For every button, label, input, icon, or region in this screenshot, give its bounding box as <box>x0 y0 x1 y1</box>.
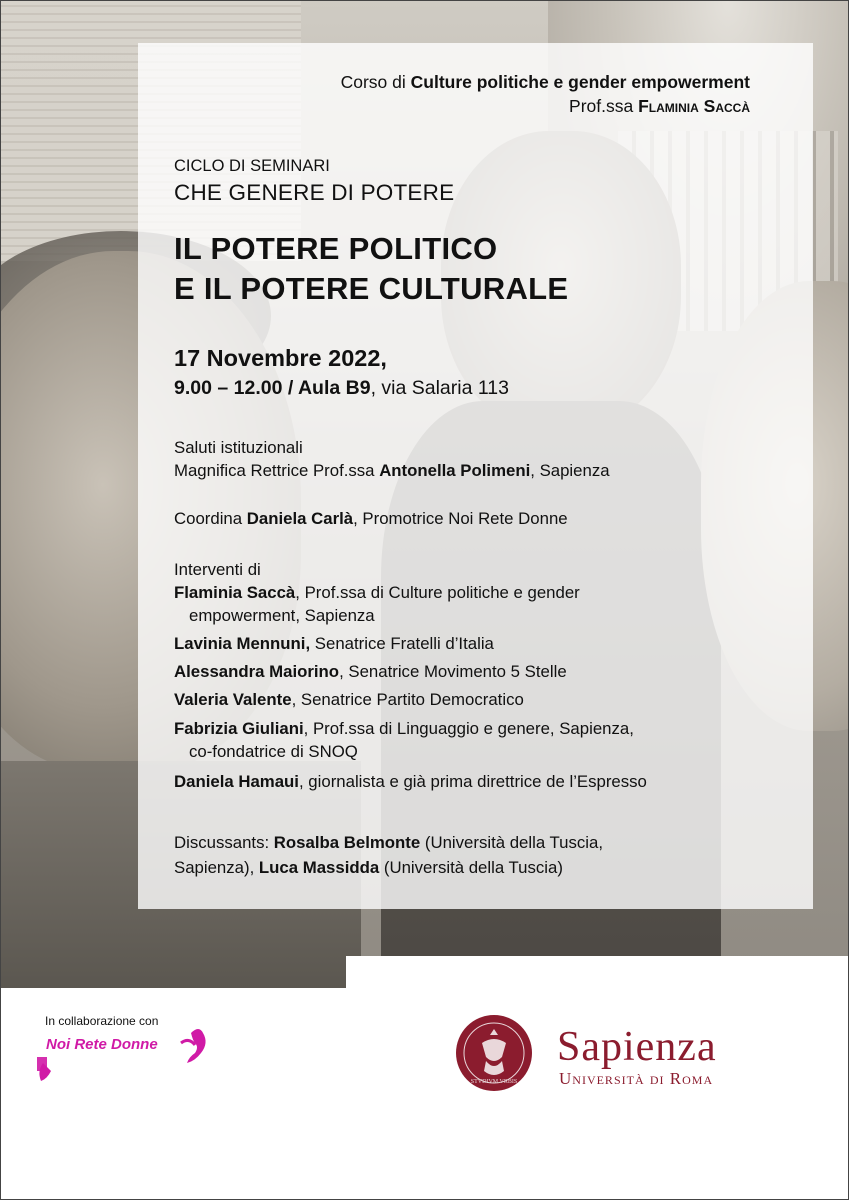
discussant-affiliation: (Università della Tuscia, <box>420 833 604 852</box>
speaker-name: Lavinia Mennuni, <box>174 634 311 653</box>
discussant-affiliation: (Università della Tuscia) <box>379 858 563 877</box>
speakers-label: Interventi di <box>174 560 261 579</box>
event-title-line-1: IL POTERE POLITICO <box>174 231 498 266</box>
speaker-name: Fabrizia Giuliani <box>174 719 304 738</box>
prof-name: Flaminia Saccà <box>638 96 750 116</box>
coordination-line <box>174 509 568 529</box>
speaker-role: , Senatrice Movimento 5 Stelle <box>339 662 567 681</box>
discussants-line-1 <box>174 833 603 853</box>
event-title-line-2: E IL POTERE CULTURALE <box>174 271 569 306</box>
address: , via Salaria 113 <box>370 377 509 399</box>
greetings-pre: Magnifica Rettrice Prof.ssa <box>174 461 380 480</box>
series-title: CHE GENERE DI POTERE <box>174 180 455 205</box>
discussant-affiliation: Sapienza), <box>174 858 259 877</box>
sapienza-seal-logo <box>454 1013 534 1093</box>
coordination-post: , Promotrice Noi Rete Donne <box>353 509 568 528</box>
hand-stroke <box>181 1040 195 1045</box>
speaker-role-continued: co-fondatrice di SNOQ <box>189 742 358 761</box>
course-prefix: Corso di <box>340 72 411 92</box>
seal-motto: STVDIVM VRBIS <box>470 1079 518 1085</box>
greetings-label: Saluti istituzionali <box>174 438 303 457</box>
event-date: 17 Novembre 2022, <box>174 345 387 371</box>
greetings-name: Antonella Polimeni <box>379 461 531 480</box>
content-panel <box>138 43 813 909</box>
speaker-item <box>174 634 494 654</box>
speaker-role: , Senatrice Partito Democratico <box>291 690 524 709</box>
speaker-item <box>174 662 567 682</box>
speaker-name: Valeria Valente <box>174 690 292 709</box>
hand-shape-right <box>187 1029 206 1063</box>
speaker-role: , giornalista e già prima direttrice de l’Espresso <box>298 772 647 791</box>
speaker-role: , Prof.ssa di Linguaggio e genere, Sapienza, <box>303 719 634 738</box>
event-time-room <box>174 377 509 400</box>
speaker-item <box>174 772 647 792</box>
prof-prefix: Prof.ssa <box>569 96 639 116</box>
discussants-pre: Discussants: <box>174 833 274 852</box>
discussant-name: Luca Massidda <box>258 858 380 877</box>
professor-line <box>138 96 750 117</box>
speaker-role: , Prof.ssa di Culture politiche e gender <box>295 583 580 602</box>
noi-rete-donne-wordmark: Noi Rete Donne <box>46 1036 158 1053</box>
discussant-name: Rosalba Belmonte <box>273 833 421 852</box>
coordination-pre: Coordina <box>174 509 247 528</box>
speaker-name: Alessandra Maiorino <box>174 662 340 681</box>
speaker-role-continued: empowerment, Sapienza <box>189 606 375 625</box>
greetings-post: , Sapienza <box>530 461 610 480</box>
hand-shape-left-base <box>37 1057 47 1071</box>
discussants-line-2 <box>174 858 563 878</box>
university-subtitle: Università di Roma <box>559 1069 714 1088</box>
greetings-line <box>174 461 610 481</box>
collaboration-label: In collaborazione con <box>45 1014 159 1028</box>
speaker-name: Flaminia Saccà <box>174 583 296 602</box>
white-cutout <box>346 956 848 988</box>
series-label: CICLO DI SEMINARI <box>174 157 330 175</box>
speaker-role: Senatrice Fratelli d’Italia <box>310 634 494 653</box>
course-name: Culture politiche e gender empowerment <box>410 72 750 92</box>
speaker-name: Daniela Hamaui <box>174 772 299 791</box>
course-line <box>138 72 750 93</box>
speaker-item <box>174 719 634 739</box>
speaker-item <box>174 690 524 710</box>
coordination-name: Daniela Carlà <box>246 509 354 528</box>
speaker-item <box>174 583 580 603</box>
university-name: Sapienza <box>557 1024 717 1070</box>
time-room: 9.00 – 12.00 / Aula B9 <box>174 377 371 399</box>
